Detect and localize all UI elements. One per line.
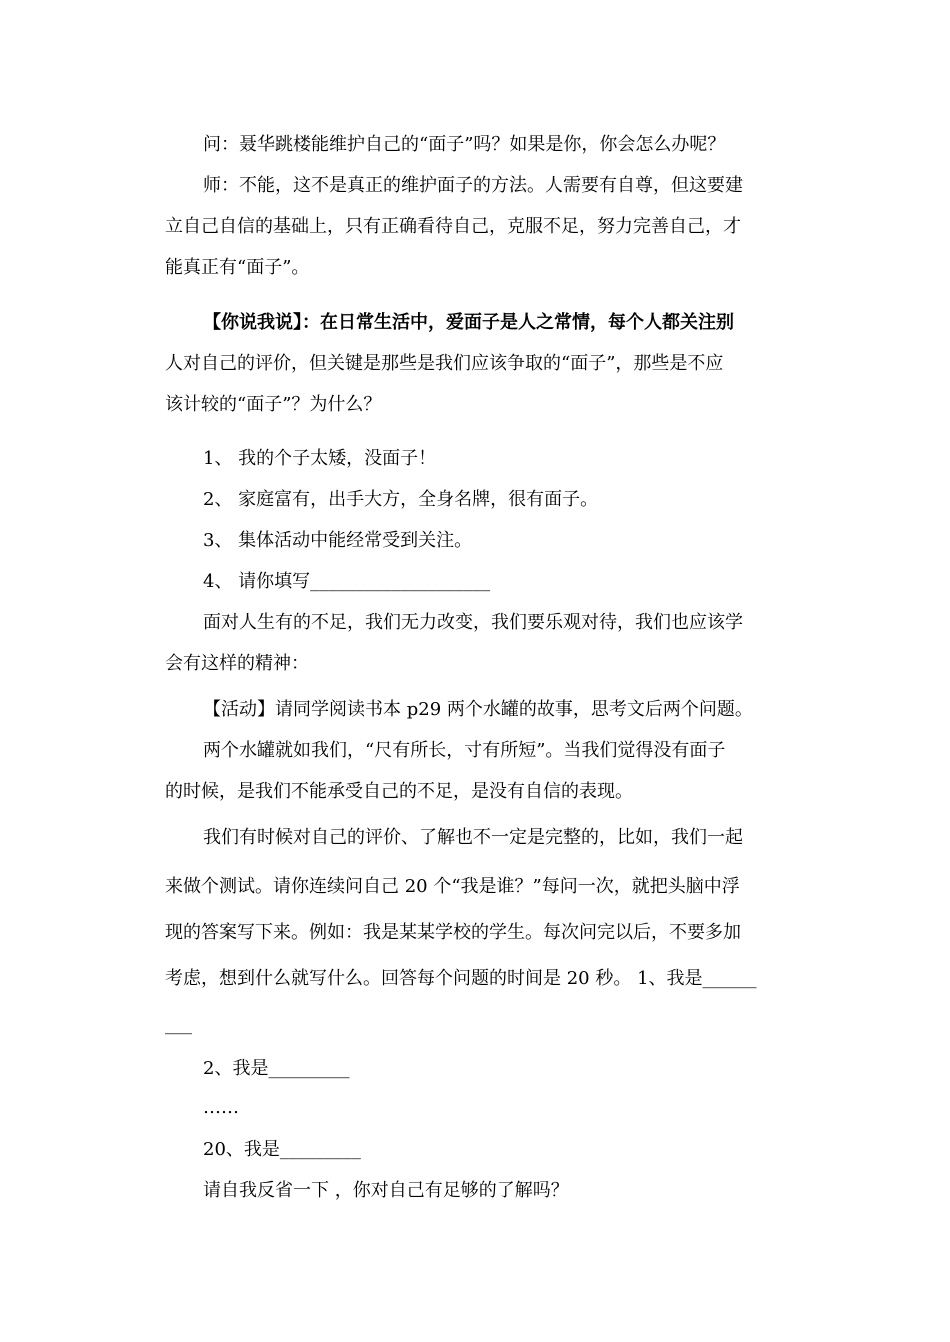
paragraph-line: 的时候，是我们不能承受自己的不足，是没有自信的表现。: [165, 781, 633, 802]
paragraph-line: 问：聂华跳楼能维护自己的“面子”吗？如果是你，你会怎么办呢？: [203, 134, 726, 155]
closing-question: 请自我反省一下 ，你对自己有足够的了解吗？: [203, 1180, 569, 1201]
answer-line: 20、我是_________: [203, 1139, 361, 1160]
list-item: 3、 集体活动中能经常受到关注。: [203, 530, 473, 551]
ellipsis: ……: [203, 1097, 239, 1118]
paragraph-line: 师：不能，这不是真正的维护面子的方法。人需要有自尊，但这要建: [203, 175, 743, 196]
paragraph-line: 该计较的“面子”？为什么？: [165, 394, 382, 415]
paragraph-line: ___: [165, 1014, 192, 1035]
paragraph-line: 会有这样的精神：: [165, 653, 309, 674]
list-item: 2、 家庭富有，出手大方，全身名牌，很有面子。: [203, 489, 599, 510]
paragraph-line: 面对人生有的不足，我们无力改变，我们要乐观对待，我们也应该学: [203, 612, 743, 633]
paragraph-line: 立自己自信的基础上，只有正确看待自己，克服不足，努力完善自己，才: [165, 216, 741, 237]
paragraph-line: 【你说我说】：在日常生活中，爱面子是人之常情，每个人都关注别: [203, 312, 734, 333]
list-item: 1、 我的个子太矮，没面子！: [203, 448, 437, 469]
paragraph-line: 能真正有“面子”。: [165, 257, 310, 278]
answer-line: 2、我是_________: [203, 1058, 350, 1079]
paragraph-line: 来做个测试。请你连续问自己 20 个“我是谁？”每问一次，就把头脑中浮: [165, 876, 740, 897]
paragraph-line: 考虑，想到什么就写什么。回答每个问题的时间是 20 秒。 1、我是______: [165, 968, 757, 989]
list-item-fill-in: 4、 请你填写____________________: [203, 571, 491, 592]
activity-heading: 【活动】请同学阅读书本 p29 两个水罐的故事，思考文后两个问题。: [203, 699, 753, 720]
paragraph-line: 人对自己的评价，但关键是那些是我们应该争取的“面子”，那些是不应: [165, 353, 724, 374]
paragraph-line: 两个水罐就如我们，“尺有所长，寸有所短”。当我们觉得没有面子: [203, 740, 726, 761]
paragraph-line: 现的答案写下来。例如：我是某某学校的学生。每次问完以后，不要多加: [165, 922, 741, 943]
paragraph-line: 我们有时候对自己的评价、了解也不一定是完整的，比如，我们一起: [203, 827, 743, 848]
